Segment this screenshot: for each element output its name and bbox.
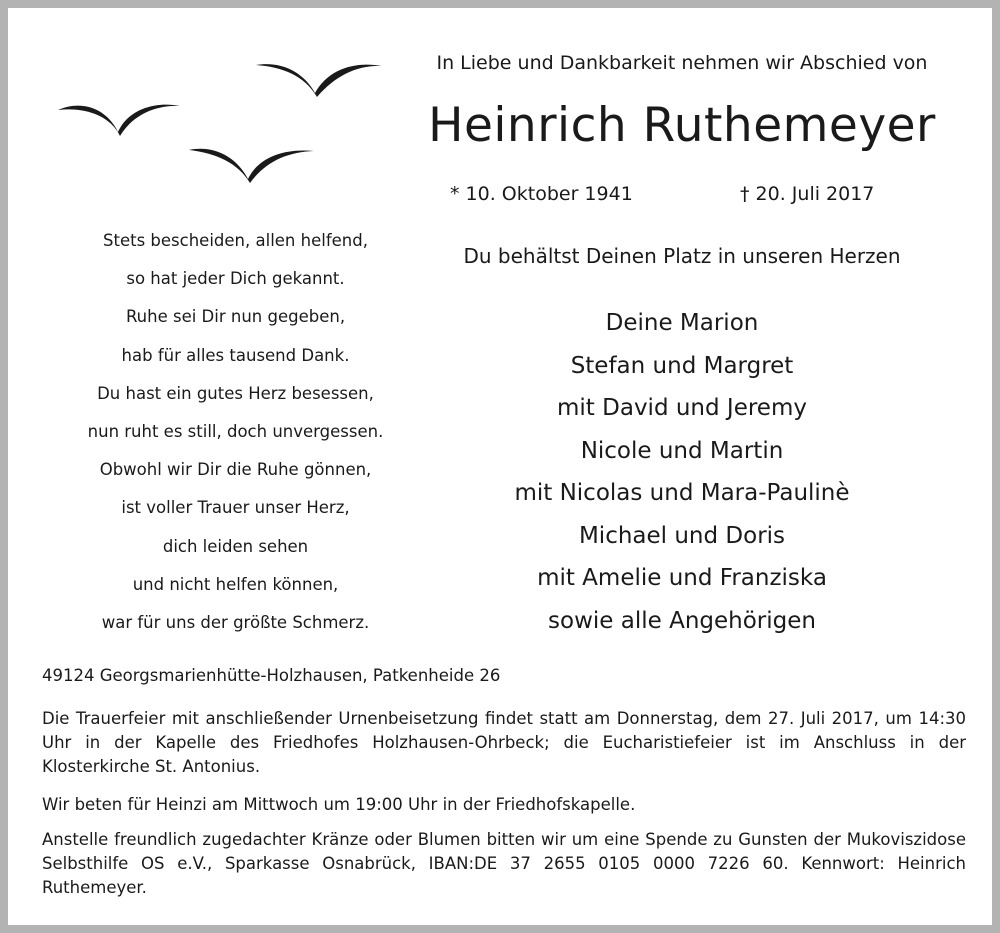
intro-line: In Liebe und Dankbarkeit nehmen wir Abschied von — [436, 52, 928, 74]
family-member: Nicole und Martin — [580, 437, 784, 464]
family-member: mit Amelie und Franziska — [537, 565, 827, 591]
family-member: mit Nicolas und Mara-Paulinè — [514, 480, 850, 506]
poem-line: Ruhe sei Dir nun gegeben, — [125, 307, 346, 327]
poem-line: war für uns der größte Schmerz. — [101, 612, 370, 632]
poem-line: nun ruht es still, doch unvergessen. — [87, 421, 384, 441]
family-member: Stefan und Margret — [570, 352, 794, 379]
bird-icon — [256, 64, 382, 97]
poem-line: Du hast ein gutes Herz besessen, — [97, 383, 374, 403]
deceased-name: Heinrich Ruthemeyer — [428, 98, 936, 153]
poem-line: Stets bescheiden, allen helfend, — [103, 231, 368, 250]
poem — [38, 222, 433, 642]
bird-icon — [189, 149, 314, 183]
prayer-details: Wir beten für Heinzi am Mittwoch um 19:00 Uhr in der Friedhofskapelle. — [42, 795, 636, 814]
flying-birds-icon — [58, 53, 398, 193]
birth-date: * 10. Oktober 1941 — [450, 183, 633, 205]
family-member: Deine Marion — [605, 310, 759, 336]
bird-icon — [58, 105, 180, 136]
family-member: mit David und Jeremy — [557, 395, 807, 421]
obituary-card — [8, 8, 992, 925]
motto: Du behältst Deinen Platz in unseren Herzen — [463, 244, 901, 268]
poem-line: Obwohl wir Dir die Ruhe gönnen, — [99, 460, 372, 480]
family-member: sowie alle Angehörigen — [548, 607, 816, 634]
service-details: Die Trauerfeier mit anschließender Urnenbeisetzung findet statt am Donnerstag, dem 27. Juli 2017, um 14:30 Uhr in der Kapelle des Friedhofes Holzhausen-Ohrbeck; die Eucharistiefeier ist im Anschluss in der Klosterkirche St. Antonius. — [42, 709, 966, 776]
poem-line: hab für alles tausend Dank. — [121, 345, 350, 365]
death-date: † 20. Juli 2017 — [740, 183, 875, 205]
donation-details: Anstelle freundlich zugedachter Kränze oder Blumen bitten wir um eine Spende zu Gunsten der Mukoviszidose Selbsthilfe OS e.V., Sparkasse Osnabrück, IBAN:DE 37 2655 0105 0000 7226 60. Kennwort: Heinrich Ruthemeyer. — [42, 830, 966, 897]
poem-line: dich leiden sehen — [162, 536, 309, 556]
poem-line: ist voller Trauer unser Herz, — [121, 498, 350, 518]
family-member: Michael und Doris — [578, 522, 786, 549]
family-list — [398, 302, 966, 642]
poem-line: so hat jeder Dich gekannt. — [126, 269, 345, 289]
address: 49124 Georgsmarienhütte-Holzhausen, Patkenheide 26 — [42, 666, 501, 685]
poem-line: und nicht helfen können, — [132, 574, 339, 594]
